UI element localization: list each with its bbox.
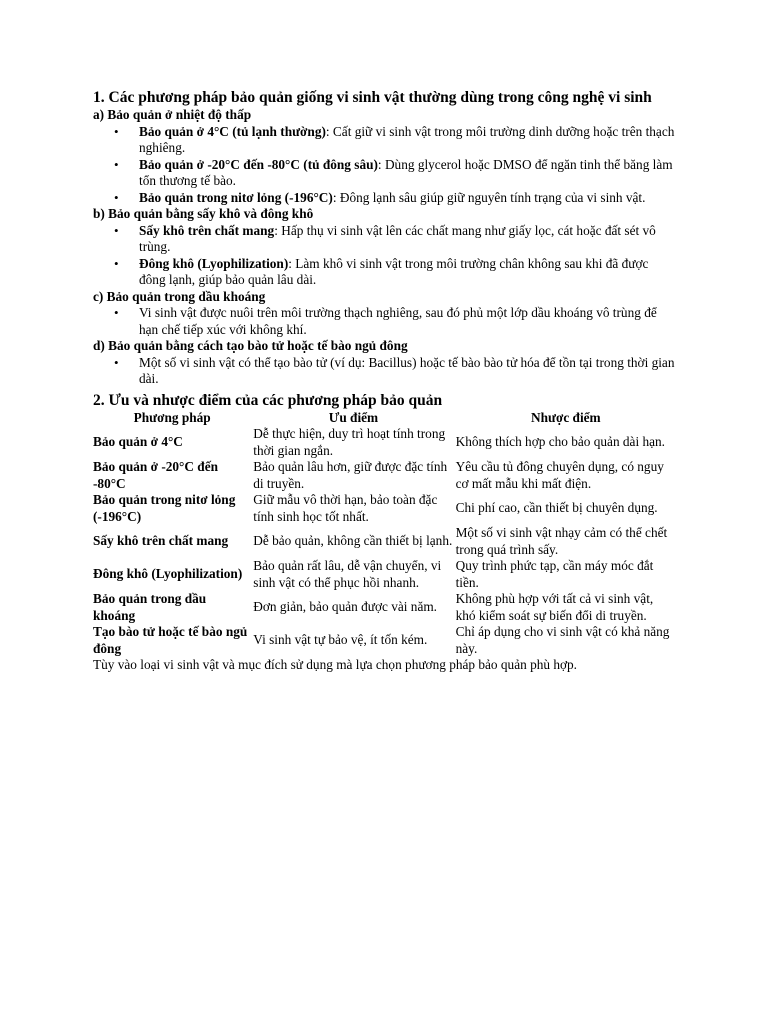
bullet-list bbox=[93, 305, 683, 338]
subsection-heading: d) Bảo quản bằng cách tạo bào tử hoặc tế bào ngủ đông bbox=[93, 338, 408, 353]
bullet-marker: • bbox=[114, 222, 119, 238]
table-row bbox=[92, 426, 677, 459]
cell-method: Bảo quản trong dầu khoáng bbox=[93, 591, 207, 623]
cell-disadvantage: Yêu cầu tủ đông chuyên dụng, có nguy cơ mất mẫu khi mất điện. bbox=[455, 459, 664, 491]
cell-disadvantage: Không phù hợp với tất cả vi sinh vật, khó kiểm soát sự biến đổi di truyền. bbox=[455, 591, 654, 623]
item-term: Đông khô (Lyophilization) bbox=[139, 255, 289, 271]
bullet-marker: • bbox=[114, 123, 119, 139]
table-row bbox=[92, 459, 677, 492]
column-header-advantages: Ưu điểm bbox=[328, 409, 379, 425]
item-description: : Đông lạnh sâu giúp giữ nguyên tính trạng của vi sinh vật. bbox=[332, 189, 646, 205]
table-row bbox=[92, 591, 677, 624]
item-term: Bảo quản ở -20°C đến -80°C (tủ đông sâu) bbox=[139, 156, 378, 172]
bullet-marker: • bbox=[114, 354, 119, 370]
bullet-marker: • bbox=[114, 156, 119, 172]
cell-method: Tạo bào tử hoặc tế bào ngủ đông bbox=[93, 624, 248, 656]
section1-title: 1. Các phương pháp bảo quản giống vi sinh vật thường dùng trong công nghệ vi sinh bbox=[93, 89, 652, 106]
list-item bbox=[114, 156, 683, 190]
cell-advantage: Bảo quản lâu hơn, giữ được đặc tính di truyền. bbox=[253, 459, 448, 491]
table-header-row bbox=[92, 410, 677, 427]
cell-disadvantage: Không thích hợp cho bảo quản dài hạn. bbox=[455, 434, 666, 450]
cell-method: Bảo quản ở 4°C bbox=[93, 434, 183, 450]
table-row bbox=[92, 558, 677, 591]
item-description: Một số vi sinh vật có thể tạo bào tử (ví dụ: Bacillus) hoặc tế bào bào tử hóa để tồn tại trong thời gian dài. bbox=[139, 354, 675, 386]
section2-title: 2. Ưu và nhược điểm của các phương pháp bảo quản bbox=[93, 391, 443, 409]
cell-disadvantage: Chi phí cao, cần thiết bị chuyên dụng. bbox=[455, 500, 658, 516]
cell-advantage: Giữ mẫu vô thời hạn, bảo toàn đặc tính sinh học tốt nhất. bbox=[253, 492, 438, 524]
cell-advantage: Đơn giản, bảo quản được vài năm. bbox=[253, 599, 438, 615]
subsection-heading: c) Bảo quản trong dầu khoáng bbox=[93, 288, 266, 304]
comparison-table bbox=[92, 410, 677, 658]
document-page bbox=[93, 88, 683, 674]
list-item bbox=[114, 255, 683, 289]
table-row bbox=[92, 624, 677, 657]
list-item bbox=[114, 189, 683, 207]
cell-advantage: Dễ bảo quản, không cần thiết bị lạnh. bbox=[253, 533, 453, 549]
cell-disadvantage: Quy trình phức tạp, cần máy móc đắt tiền. bbox=[455, 558, 654, 590]
item-description: : Cất giữ vi sinh vật trong môi trường dinh dưỡng hoặc trên thạch nghiêng. bbox=[139, 123, 675, 155]
column-header-disadvantages: Nhược điểm bbox=[530, 409, 601, 425]
list-item bbox=[114, 354, 683, 388]
subsection-heading: a) Bảo quản ở nhiệt độ thấp bbox=[93, 107, 252, 122]
bullet-list bbox=[93, 223, 683, 289]
conclusion-text: Tùy vào loại vi sinh vật và mục đích sử dụng mà lựa chọn phương pháp bảo quản phù hợp. bbox=[93, 657, 577, 672]
cell-advantage: Dễ thực hiện, duy trì hoạt tính trong thời gian ngắn. bbox=[253, 426, 446, 458]
subsection-heading: b) Bảo quản bằng sấy khô và đông khô bbox=[93, 206, 314, 221]
item-description: : Dùng glycerol hoặc DMSO để ngăn tinh thể băng làm tổn thương tế bào. bbox=[139, 156, 673, 188]
item-term: Sấy khô trên chất mang bbox=[139, 222, 275, 238]
bullet-marker: • bbox=[114, 255, 119, 271]
cell-disadvantage: Chỉ áp dụng cho vi sinh vật có khả năng này. bbox=[455, 624, 670, 656]
table-row bbox=[92, 492, 677, 525]
column-header-method: Phương pháp bbox=[133, 409, 211, 425]
item-description: Vi sinh vật được nuôi trên môi trường thạch nghiêng, sau đó phủ một lớp dầu khoáng vô trùng để hạn chế tiếp xúc với không khí. bbox=[139, 305, 657, 337]
item-term: Bảo quản ở 4°C (tủ lạnh thường) bbox=[139, 123, 326, 139]
table-row bbox=[92, 525, 677, 558]
list-item bbox=[114, 305, 683, 338]
item-term: Bảo quản trong nitơ lỏng (-196°C) bbox=[139, 189, 333, 205]
bullet-marker: • bbox=[114, 305, 119, 320]
bullet-list bbox=[93, 355, 683, 388]
section1-groups bbox=[93, 107, 683, 388]
cell-advantage: Vi sinh vật tự bảo vệ, ít tốn kém. bbox=[253, 632, 428, 648]
list-item bbox=[114, 222, 683, 256]
bullet-list bbox=[93, 124, 683, 207]
list-item bbox=[114, 123, 683, 157]
cell-method: Bảo quản trong nitơ lỏng (-196°C) bbox=[93, 492, 236, 524]
cell-method: Đông khô (Lyophilization) bbox=[93, 566, 243, 582]
cell-advantage: Bảo quản rất lâu, dễ vận chuyển, vi sinh vật có thể phục hồi nhanh. bbox=[253, 558, 442, 590]
item-description: : Hấp thụ vi sinh vật lên các chất mang như giấy lọc, cát hoặc đất sét vô trùng. bbox=[139, 222, 656, 254]
cell-method: Sấy khô trên chất mang bbox=[93, 533, 229, 549]
table-body bbox=[92, 426, 677, 657]
cell-disadvantage: Một số vi sinh vật nhạy cảm có thể chết trong quá trình sấy. bbox=[455, 525, 668, 557]
item-description: : Làm khô vi sinh vật trong môi trường chân không sau khi đã được đông lạnh, giúp bảo quản lâu dài. bbox=[139, 255, 649, 287]
bullet-marker: • bbox=[114, 189, 119, 205]
cell-method: Bảo quản ở -20°C đến -80°C bbox=[93, 459, 218, 491]
